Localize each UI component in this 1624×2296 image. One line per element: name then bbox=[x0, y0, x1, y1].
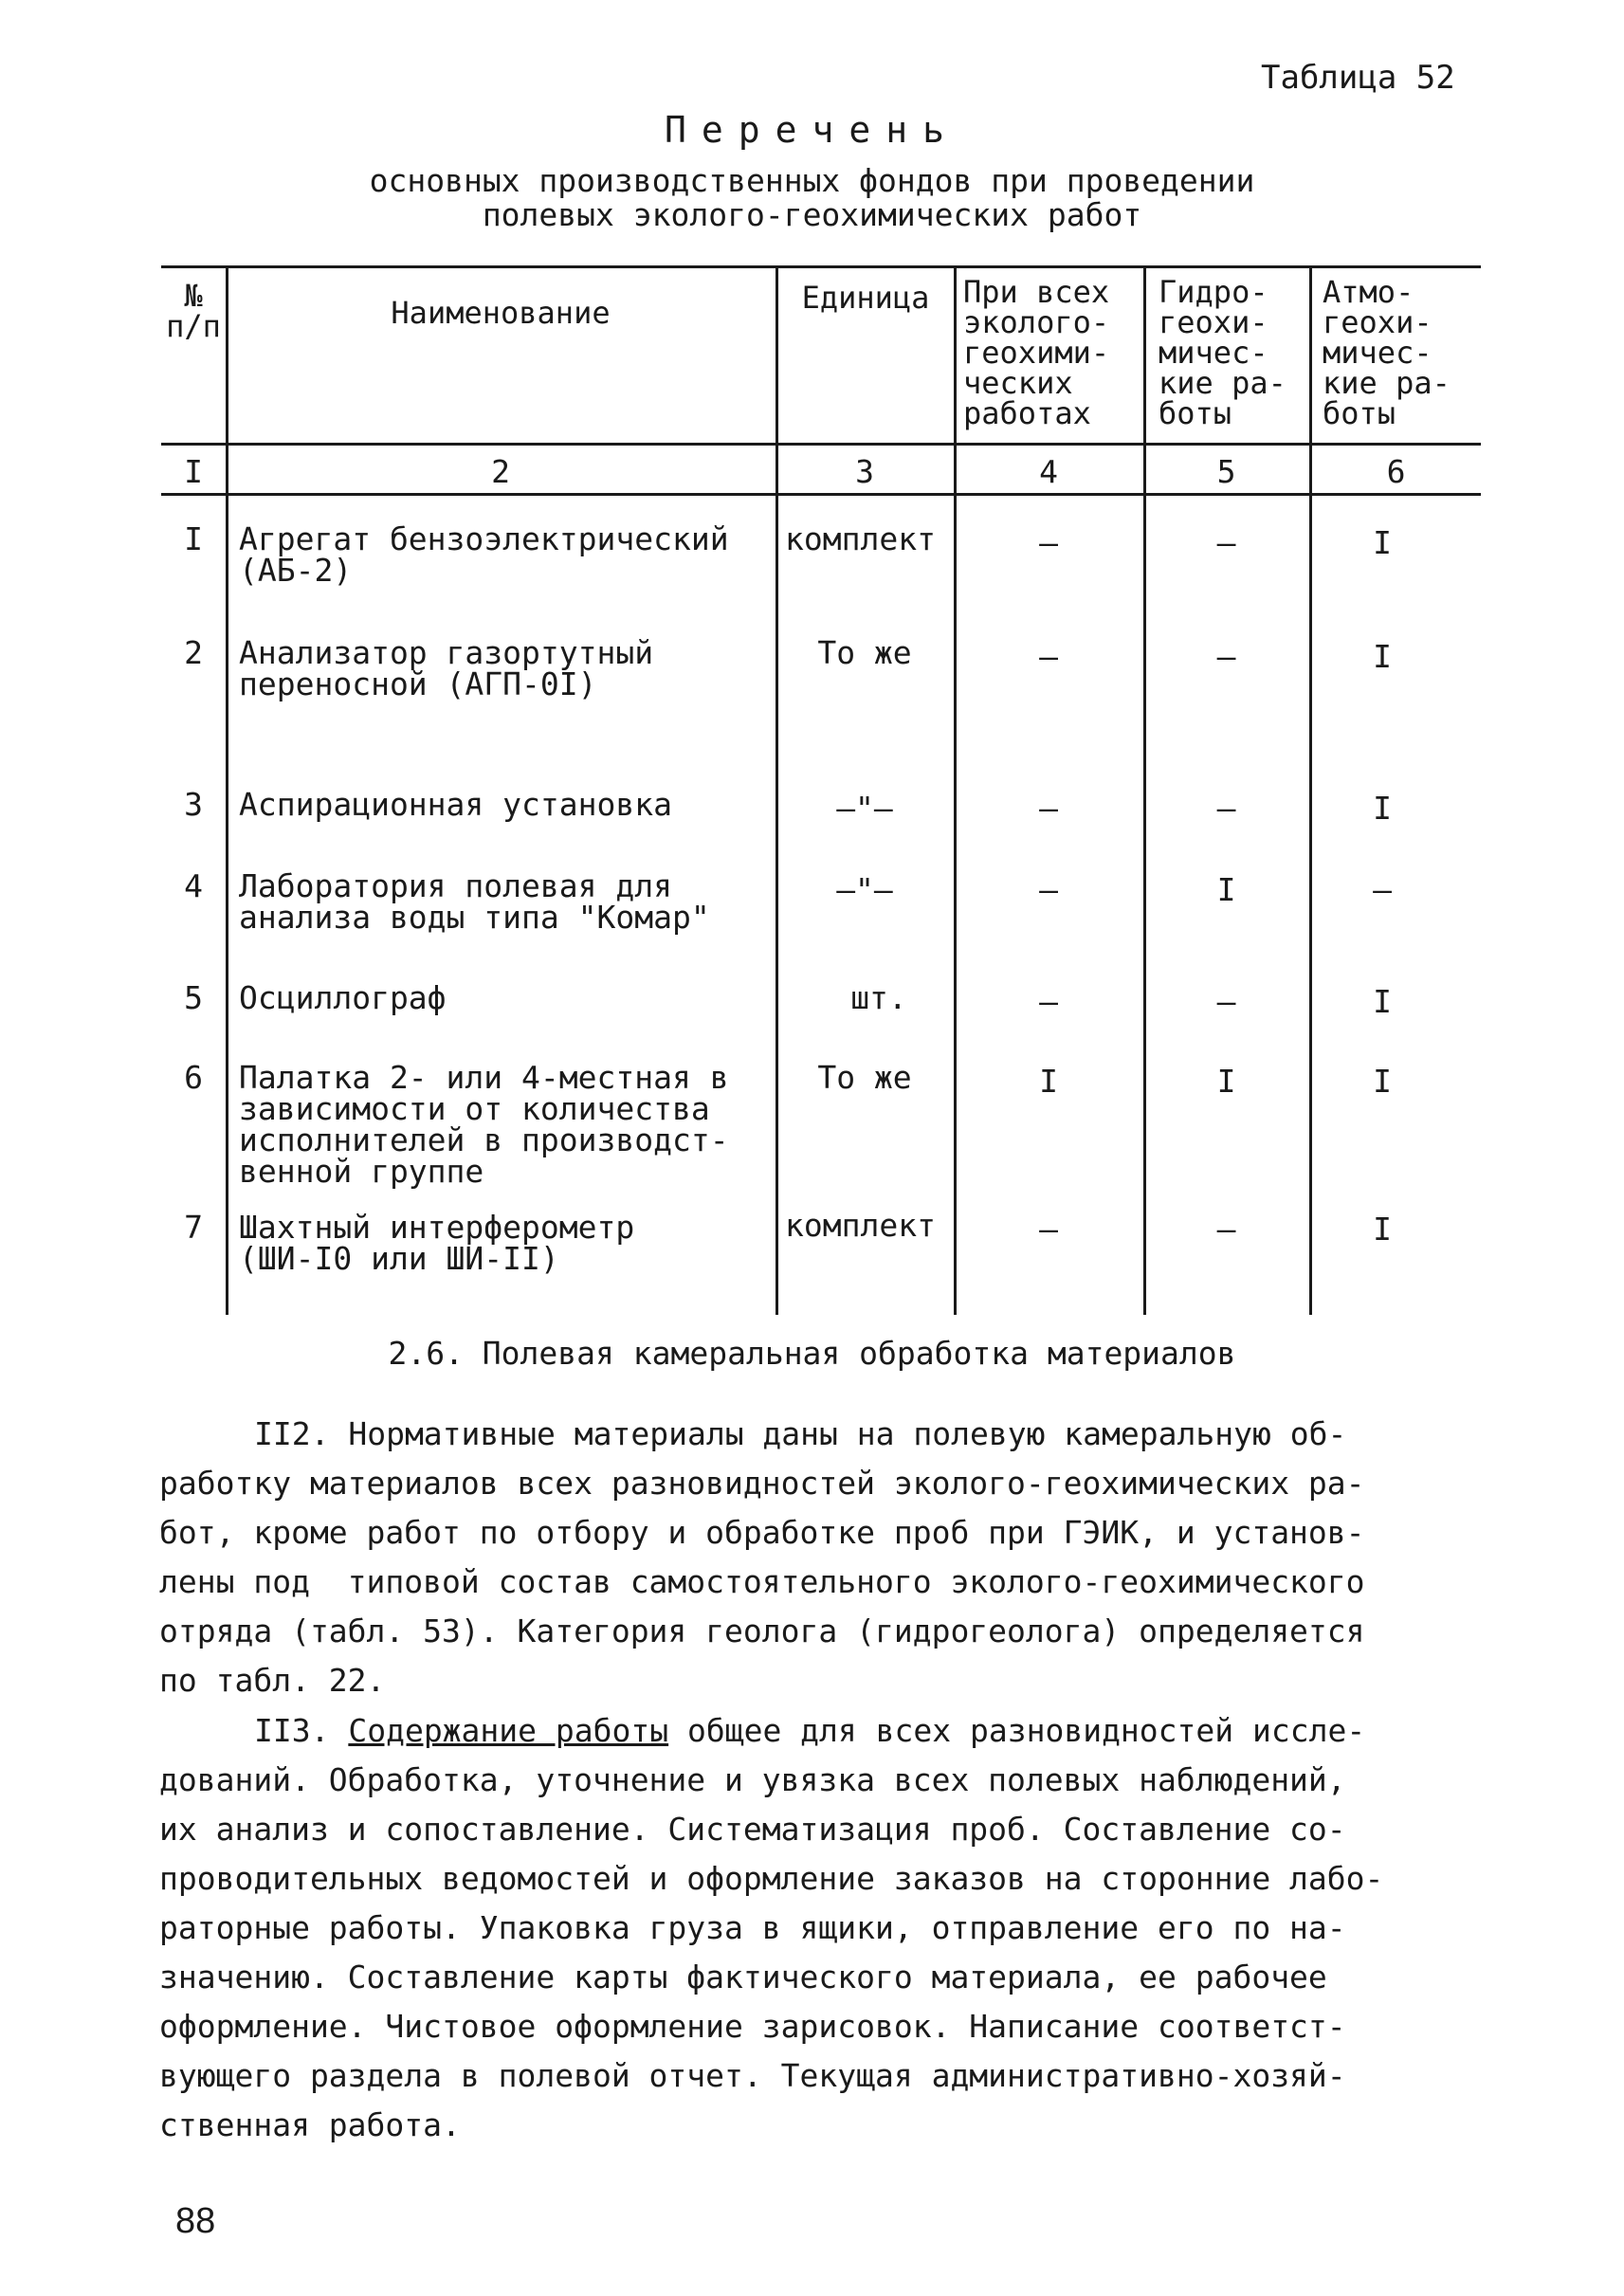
paragraph-first-line bbox=[159, 1706, 1468, 1756]
paragraph-line: дований. Обработка, уточнение и увязка всех полевых наблюдений, bbox=[159, 1761, 1346, 1798]
row-atmo-value: I bbox=[1373, 524, 1392, 561]
row-hydro-value: – bbox=[1216, 638, 1236, 675]
page-number: 88 bbox=[175, 2201, 216, 2241]
paragraph-line-rest: общее для всех разновидностей иссле- bbox=[668, 1712, 1366, 1749]
row-name: Лаборатория полевая для анализа воды типа "Комар" bbox=[239, 867, 710, 936]
paragraph-line: значению. Составление карты фактического материала, ее рабочее bbox=[159, 1959, 1327, 1995]
row-all-works-value: – bbox=[1039, 871, 1058, 908]
column-number-6: 6 bbox=[1386, 453, 1406, 490]
row-unit: –"– bbox=[836, 790, 893, 827]
table-top-rule bbox=[161, 265, 1481, 268]
section-heading: 2.6. Полевая камеральная обработка материалов bbox=[388, 1335, 1236, 1372]
column-divider-5 bbox=[1309, 267, 1312, 1315]
header-atmo: Атмо- геохи- мичес- кие ра- боты bbox=[1323, 274, 1451, 431]
column-number-1: I bbox=[184, 453, 203, 490]
paragraph-line: раторные работы. Упаковка груза в ящики, отправление его по на- bbox=[159, 1909, 1346, 1946]
column-divider-4 bbox=[1143, 267, 1146, 1315]
subtitle-line-2: полевых эколого-геохимических работ bbox=[482, 196, 1142, 233]
row-number: 6 bbox=[184, 1059, 203, 1096]
paragraph-line: работку материалов всех разновидностей эколого-геохимических ра- bbox=[159, 1465, 1365, 1502]
paragraph-line: оформление. Чистовое оформление зарисовок. Написание соответст- bbox=[159, 2008, 1346, 2045]
row-unit: шт. bbox=[850, 979, 907, 1016]
row-hydro-value: – bbox=[1216, 983, 1236, 1020]
row-hydro-value: I bbox=[1216, 1063, 1236, 1100]
paragraph-line: по табл. 22. bbox=[159, 1662, 386, 1699]
paragraph-112 bbox=[159, 1410, 1468, 1705]
column-divider-3 bbox=[954, 267, 957, 1315]
header-all-works: При всех эколого- геохими- ческих работах bbox=[963, 274, 1110, 431]
paragraph-line: их анализ и сопоставление. Систематизация проб. Составление со- bbox=[159, 1811, 1346, 1848]
column-number-4: 4 bbox=[1039, 453, 1058, 490]
paragraph-line: проводительных ведомостей и оформление заказов на сторонние лабо- bbox=[159, 1860, 1384, 1897]
row-all-works-value: I bbox=[1039, 1063, 1058, 1100]
row-unit: комплект bbox=[785, 520, 936, 557]
underlined-term: Содержание работы bbox=[348, 1712, 669, 1749]
header-name: Наименование bbox=[391, 295, 611, 331]
numbers-row-rule bbox=[161, 493, 1481, 496]
row-hydro-value: – bbox=[1216, 1211, 1236, 1248]
row-all-works-value: – bbox=[1039, 790, 1058, 827]
paragraph-line: ственная работа. bbox=[159, 2106, 461, 2143]
paragraph-113 bbox=[159, 1706, 1468, 2150]
column-divider-1 bbox=[226, 267, 228, 1315]
paragraph-line: отряда (табл. 53). Категория геолога (гидрогеолога) определяется bbox=[159, 1613, 1365, 1649]
row-name: Шахтный интерферометр (ШИ-I0 или ШИ-II) bbox=[239, 1209, 635, 1277]
column-number-2: 2 bbox=[491, 453, 510, 490]
column-number-3: 3 bbox=[855, 453, 874, 490]
subtitle-line-1: основных производственных фондов при проведении bbox=[369, 162, 1255, 199]
column-divider-2 bbox=[776, 267, 778, 1315]
row-atmo-value: I bbox=[1373, 1211, 1392, 1248]
paragraph-number: II3. bbox=[254, 1712, 349, 1749]
paragraph-line: II2. Нормативные материалы даны на полевую камеральную об- bbox=[254, 1415, 1347, 1452]
row-all-works-value: – bbox=[1039, 983, 1058, 1020]
row-name: Осциллограф bbox=[239, 979, 447, 1016]
paragraph-line: вующего раздела в полевой отчет. Текущая административно-хозяй- bbox=[159, 2057, 1346, 2094]
row-name: Анализатор газортутный переносной (АГП-0I) bbox=[239, 634, 654, 702]
row-all-works-value: – bbox=[1039, 524, 1058, 561]
header-number: № п/п bbox=[166, 278, 221, 344]
table-number-label: Таблица 52 bbox=[1261, 59, 1455, 97]
row-number: 7 bbox=[184, 1209, 203, 1246]
header-hydro: Гидро- геохи- мичес- кие ра- боты bbox=[1159, 274, 1286, 431]
row-number: 5 bbox=[184, 979, 203, 1016]
row-atmo-value: I bbox=[1373, 1063, 1392, 1100]
row-hydro-value: – bbox=[1216, 790, 1236, 827]
column-number-5: 5 bbox=[1216, 453, 1236, 490]
row-name: Аспирационная установка bbox=[239, 786, 672, 823]
row-atmo-value: I bbox=[1373, 983, 1392, 1020]
row-unit: То же bbox=[817, 1059, 912, 1096]
row-unit: То же bbox=[817, 634, 912, 671]
row-number: I bbox=[184, 520, 203, 557]
row-atmo-value: I bbox=[1373, 790, 1392, 827]
header-bottom-rule bbox=[161, 443, 1481, 446]
paragraph-line: лены под типовой состав самостоятельного эколого-геохимического bbox=[159, 1563, 1365, 1600]
header-unit: Единица bbox=[801, 280, 930, 316]
row-name: Палатка 2- или 4-местная в зависимости от количества исполнителей в производст- венной группе bbox=[239, 1059, 729, 1190]
row-hydro-value: I bbox=[1216, 871, 1236, 908]
row-name: Агрегат бензоэлектрический (АБ-2) bbox=[239, 520, 729, 589]
row-number: 4 bbox=[184, 867, 203, 904]
row-atmo-value: – bbox=[1373, 871, 1392, 908]
row-number: 2 bbox=[184, 634, 203, 671]
row-unit: комплект bbox=[785, 1207, 936, 1244]
document-title: Перечень bbox=[664, 109, 960, 151]
row-atmo-value: I bbox=[1373, 638, 1392, 675]
paragraph-line: бот, кроме работ по отбору и обработке проб при ГЭИК, и установ- bbox=[159, 1514, 1365, 1551]
row-all-works-value: – bbox=[1039, 1211, 1058, 1248]
row-all-works-value: – bbox=[1039, 638, 1058, 675]
row-unit: –"– bbox=[836, 871, 893, 908]
row-hydro-value: – bbox=[1216, 524, 1236, 561]
row-number: 3 bbox=[184, 786, 203, 823]
